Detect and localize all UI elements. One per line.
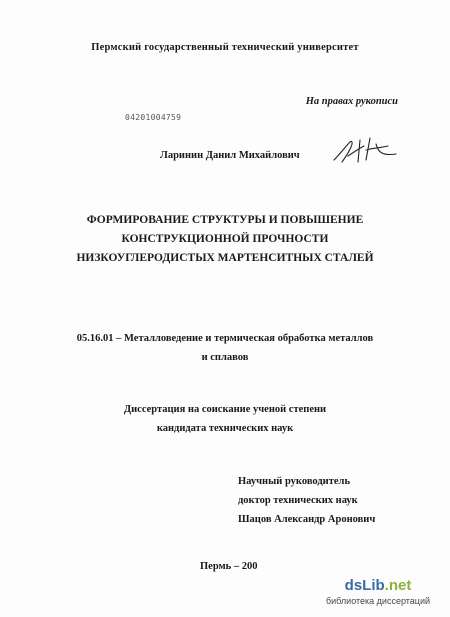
advisor-line: Шацов Александр Аронович: [238, 514, 376, 525]
advisor-line: доктор технических наук: [238, 495, 358, 506]
degree-line: Диссертация на соискание ученой степени: [123, 404, 327, 415]
specialty-line: и сплавов: [201, 352, 249, 363]
signature-image: [330, 134, 400, 168]
specialty-code: [0, 329, 450, 367]
watermark-subtitle: библиотека диссертаций: [325, 596, 430, 606]
rights-notice: На правах рукописи: [305, 96, 398, 107]
watermark-logo-accent: .net: [384, 577, 412, 594]
degree-statement: [0, 400, 450, 438]
dissertation-title: [0, 211, 450, 268]
watermark-logo-main: dsLib: [344, 577, 385, 594]
title-line: ФОРМИРОВАНИЕ СТРУКТУРЫ И ПОВЫШЕНИЕ: [86, 214, 364, 226]
degree-line: кандидата технических наук: [156, 423, 294, 434]
title-line: НИЗКОУГЛЕРОДИСТЫХ МАРТЕНСИТНЫХ СТАЛЕЙ: [76, 252, 374, 264]
specialty-line: 05.16.01 – Металловедение и термическая обработка металлов: [76, 333, 374, 344]
archive-code: 04201004759: [125, 113, 182, 122]
university-name: Пермский государственный технический университет: [91, 42, 359, 53]
scientific-advisor: [238, 472, 375, 529]
title-line: КОНСТРУКЦИОННОЙ ПРОЧНОСТИ: [121, 233, 329, 245]
watermark-logo: [308, 577, 448, 595]
author-name: Ларинин Данил Михайлович: [160, 150, 300, 161]
advisor-line: Научный руководитель: [238, 476, 350, 487]
dslib-watermark[interactable]: [308, 577, 448, 607]
place-and-year: Пермь – 200: [200, 561, 258, 572]
